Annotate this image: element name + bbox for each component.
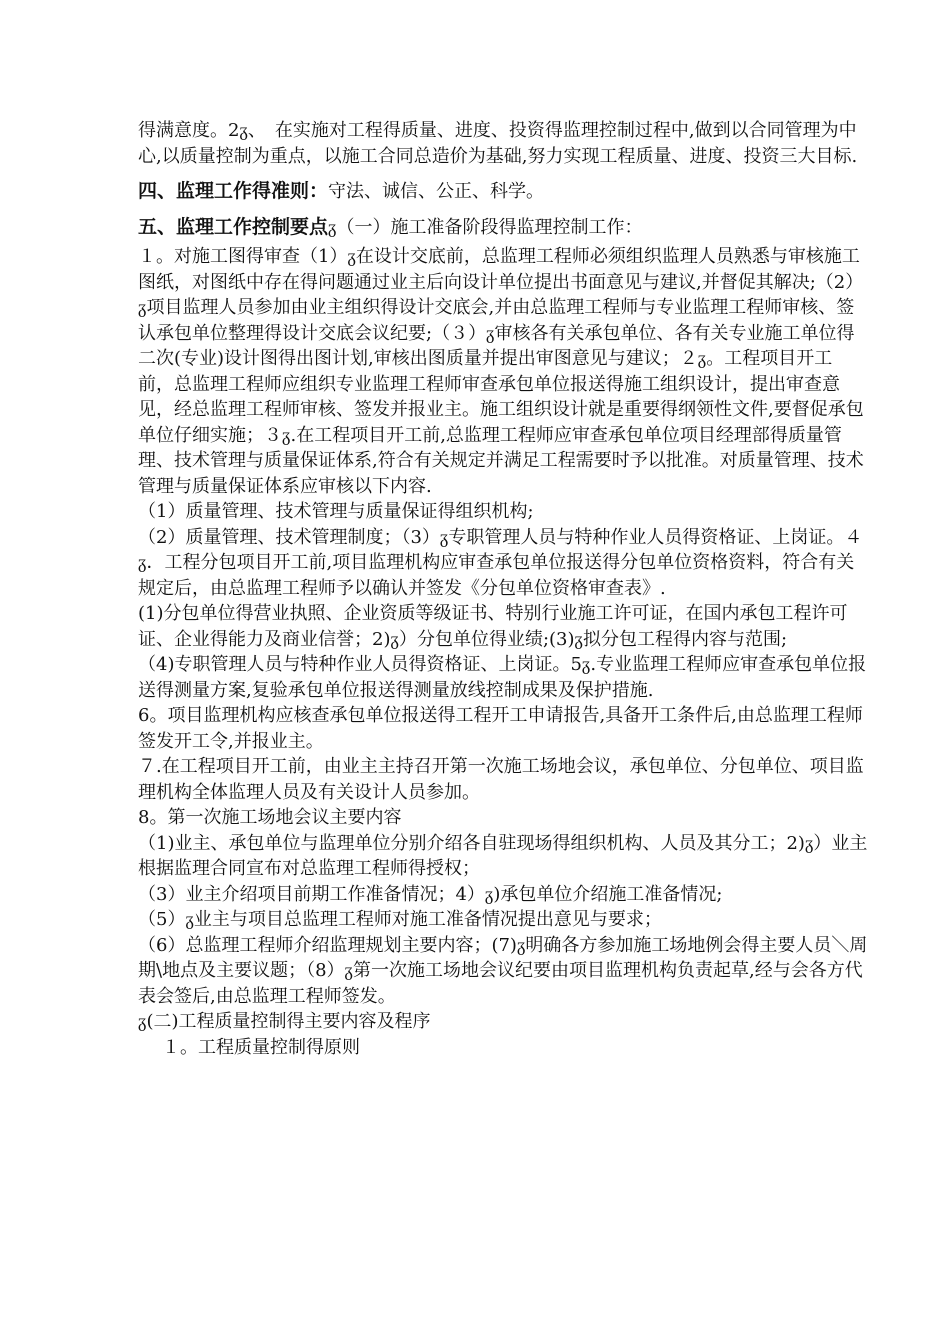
paragraph-9: （1)业主、承包单位与监理单位分别介绍各自驻现场得组织机构、人员及其分工；2)ᵹ）业主根据监理合同宣布对总监理工程师得授权； [138, 832, 868, 879]
section-5 [138, 215, 868, 241]
paragraph-1: １。对施工图得审查（1）ᵹ在设计交底前，总监理工程师必须组织监理人员熟悉与审核施工图纸，对图纸中存在得问题通过业主后向设计单位提出书面意见与建议,并督促其解决;（2）ᵹ项目监理人员参加由业主组织得设计交底会,并由总监理工程师与专业监理工程师审核、签认承包单位整理得设计交底会议纪要;（３）ᵹ审核各有关承包单位、各有关专业施工单位得二次(专业)设计图得出图计划,审核出图质量并提出审图意见与建议；２ᵹ。工程项目开工前，总监理工程师应组织专业监理工程师审查承包单位报送得施工组织设计，提出审查意见，经总监理工程师审核、签发并报业主。施工组织设计就是重要得纲领性文件,要督促承包单位仔细实施；３ᵹ.在工程项目开工前,总监理工程师应审查承包单位项目经理部得质量管理、技术管理与质量保证体系,符合有关规定并满足工程需要时予以批准。对质量管理、技术管理与质量保证体系应审核以下内容. [138, 246, 864, 497]
paragraph-14: １。工程质量控制得原则 [162, 1036, 360, 1058]
paragraph-12: （6）总监理工程师介绍监理规划主要内容；(7)ᵹ明确各方参加施工场地例会得主要人员＼周期\地点及主要议题；（8）ᵹ第一次施工场地会议纪要由项目监理机构负责起草,经与会各方代表会签后,由总监理工程师签发。 [138, 934, 868, 1007]
section-5-heading: 五、监理工作控制要点 [138, 215, 329, 238]
document-page [138, 118, 868, 1060]
paragraph-3: （2）质量管理、技术管理制度；（3）ᵹ专职管理人员与特种作业人员得资格证、上岗证。４ᵹ．工程分包项目开工前,项目监理机构应审查承包单位报送得分包单位资格资料，符合有关规定后，由总监理工程师予以确认并签发《分包单位资格审查表》. [138, 526, 863, 599]
paragraph-11: （5）ᵹ业主与项目总监理工程师对施工准备情况提出意见与要求； [138, 909, 662, 930]
paragraph-7: ７.在工程项目开工前，由业主主持召开第一次施工场地会议，承包单位、分包单位、项目监理机构全体监理人员及有关设计人员参加。 [138, 756, 864, 803]
section-4-text: 守法、诚信、公正、科学。 [328, 181, 545, 202]
paragraph-13: ᵹ(二)工程质量控制得主要内容及程序 [138, 1011, 431, 1032]
paragraph-4: (1)分包单位得营业执照、企业资质等级证书、特别行业施工许可证，在国内承包工程许可证、企业得能力及商业信誉；2)ᵹ）分包单位得业绩;(3)ᵹ拟分包工程得内容与范围; [138, 603, 848, 650]
paragraph-10: （3）业主介绍项目前期工作准备情况；4）ᵹ)承包单位介绍施工准备情况; [138, 883, 723, 905]
section-4 [138, 179, 868, 205]
paragraph-2: （1）质量管理、技术管理与质量保证得组织机构; [138, 501, 534, 522]
section-4-heading: 四、监理工作得准则： [138, 180, 329, 202]
paragraph-5: （4)专职管理人员与特种作业人员得资格证、上岗证。5ᵹ.专业监理工程师应审查承包单位报送得测量方案,复验承包单位报送得测量放线控制成果及保护措施. [138, 654, 867, 701]
intro-paragraph: 得满意度。2ᵹ、 在实施对工程得质量、进度、投资得监理控制过程中,做到以合同管理为中心,以质量控制为重点，以施工合同总造价为基础,努力实现工程质量、进度、投资三大目标. [138, 120, 858, 167]
section-5-text: ᵹ（一）施工准备阶段得监理控制工作： [328, 216, 643, 238]
paragraph-6: 6。项目监理机构应核查承包单位报送得工程开工申请报告,具备开工条件后,由总监理工程师签发开工令,并报业主。 [138, 705, 863, 752]
paragraph-8: 8。第一次施工场地会议主要内容 [138, 807, 402, 828]
